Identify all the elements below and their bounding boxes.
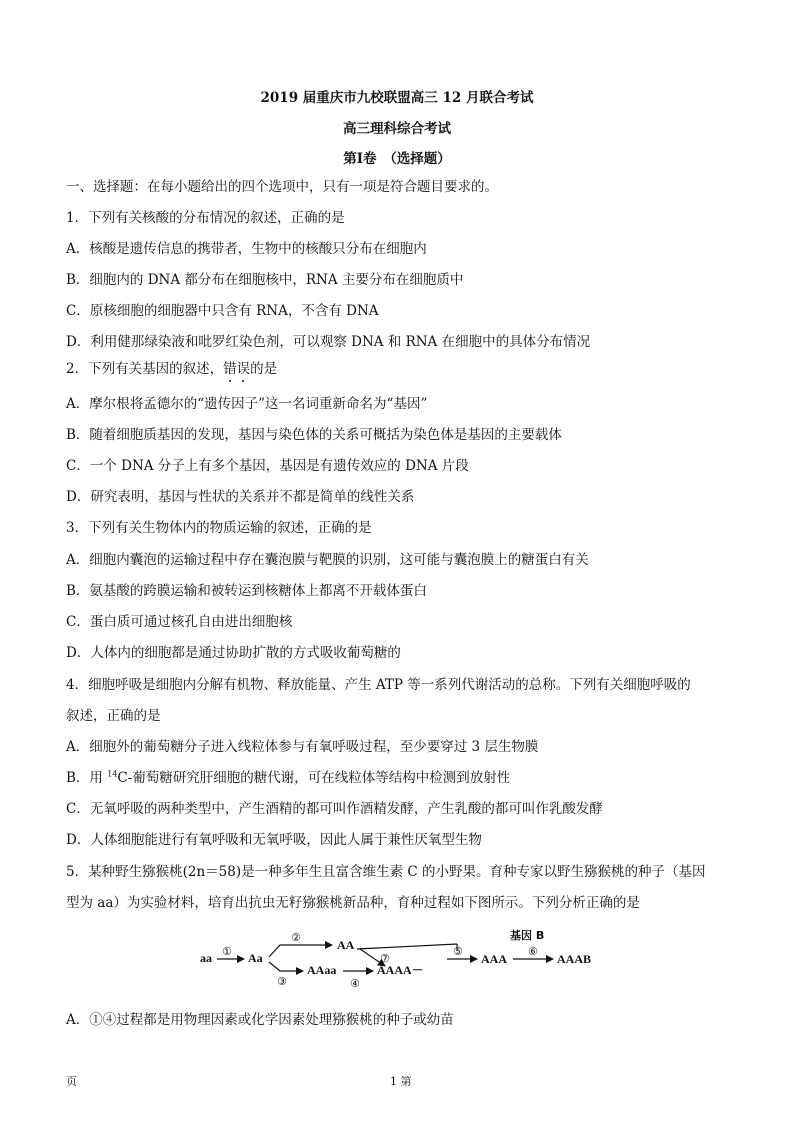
step-5-label: ⑤ (453, 945, 463, 958)
q2-option-a: A．摩尔根将孟德尔的“遗传因子”这一名词重新命名为“基因” (66, 396, 428, 412)
q1-stem: 1．下列有关核酸的分布情况的叙述，正确的是 (66, 210, 345, 226)
q2-stem-pre: 2．下列有关基因的叙述， (66, 361, 224, 377)
q4-option-b-pre: B．用 (66, 770, 108, 786)
q2-emphasis-1: 错 (223, 361, 237, 377)
q3-option-d: D．人体内的细胞都是通过协助扩散的方式吸收葡萄糖的 (66, 645, 401, 661)
q4-option-b-post: C-葡萄糖研究肝细胞的糖代谢，可在线粒体等结构中检测到放射性 (117, 770, 511, 786)
q4-option-b-superscript: 14 (107, 769, 118, 779)
section-heading: 第Ⅰ卷 （选择题） (343, 151, 451, 167)
q5-stem-line2: 型为 aa）为实验材料，培育出抗虫无籽猕猴桃新品种，育种过程如下图所示。下列分析正确的是 (66, 895, 640, 911)
q3-option-a: A．细胞内囊泡的运输过程中存在囊泡膜与靶膜的识别，这可能与囊泡膜上的糖蛋白有关 (66, 552, 589, 568)
genotype-AAAB: AAAB (557, 952, 592, 966)
arrow-step-7-line-a (357, 944, 457, 949)
step-4-label: ④ (350, 977, 360, 990)
exam-subtitle: 高三理科综合考试 (343, 121, 451, 137)
step-3-label: ③ (277, 975, 287, 988)
gene-b-label: 基因 B (510, 929, 545, 942)
exam-title: 2019 届重庆市九校联盟高三 12 月联合考试 (260, 90, 534, 106)
q4-option-b (66, 769, 510, 787)
genotype-AAAA: AAAA－ (377, 963, 424, 977)
footer-page-number: 1 第 (390, 1075, 412, 1088)
q2-option-d: D．研究表明，基因与性状的关系并不都是简单的线性关系 (66, 489, 415, 505)
step-7-label: ⑦ (380, 952, 390, 965)
q1-option-c: C．原核细胞的细胞器中只含有 RNA，不含有 DNA (66, 303, 379, 319)
footer-left: 页 (66, 1075, 77, 1088)
q3-option-c: C．蛋白质可通过核孔自由进出细胞核 (66, 614, 293, 630)
instructions: 一、选择题：在每小题给出的四个选项中，只有一项是符合题目要求的。 (66, 179, 498, 195)
arrow-step-2 (269, 945, 332, 957)
genotype-AAA: AAA (481, 952, 507, 966)
q2-stem (66, 360, 277, 378)
genotype-aa: aa (200, 951, 212, 965)
q1-option-a: A．核酸是遗传信息的携带者，生物中的核酸只分布在细胞内 (66, 241, 427, 257)
breeding-process-diagram (195, 927, 615, 993)
q5-stem-line1: 5．某种野生猕猴桃(2n＝58)是一种多年生且富含维生素 C 的小野果。育种专家以野生猕猴桃的种子（基因 (66, 864, 706, 880)
q4-option-d: D．人体细胞能进行有氧呼吸和无氧呼吸，因此人属于兼性厌氧型生物 (66, 832, 482, 848)
q4-option-a: A．细胞外的葡萄糖分子进入线粒体参与有氧呼吸过程，至少要穿过 3 层生物膜 (66, 739, 539, 755)
q1-option-d: D．利用健那绿染液和吡罗红染色剂，可以观察 DNA 和 RNA 在细胞中的具体分布情况 (66, 334, 591, 350)
q3-stem: 3．下列有关生物体内的物质运输的叙述，正确的是 (66, 520, 372, 536)
q2-emphasis-2: 误 (236, 361, 251, 377)
step-6-label: ⑥ (528, 945, 538, 958)
q1-option-b: B．细胞内的 DNA 都分布在细胞核中，RNA 主要分布在细胞质中 (66, 272, 464, 288)
genotype-AAaa: AAaa (307, 963, 337, 977)
step-2-label: ② (291, 931, 301, 944)
q4-option-c: C．无氧呼吸的两种类型中，产生酒精的都可叫作酒精发酵，产生乳酸的都可叫作乳酸发酵 (66, 801, 603, 817)
q5-option-a: A．①④过程都是用物理因素或化学因素处理猕猴桃的种子或幼苗 (66, 1012, 454, 1028)
q3-option-b: B．氨基酸的跨膜运输和被转运到核糖体上都离不开载体蛋白 (66, 583, 427, 599)
genotype-AA: AA (337, 938, 355, 952)
q4-stem-line1: 4．细胞呼吸是细胞内分解有机物、释放能量、产生 ATP 等一系列代谢活动的总称。下列有关细胞呼吸的 (66, 677, 691, 693)
arrow-step-3 (269, 962, 303, 971)
q4-stem-line2: 叙述，正确的是 (66, 708, 161, 724)
q2-stem-post: 的是 (250, 361, 278, 377)
q2-option-b: B．随着细胞质基因的发现，基因与染色体的关系可概括为染色体是基因的主要载体 (66, 427, 562, 443)
q2-option-c: C．一个 DNA 分子上有多个基因，基因是有遗传效应的 DNA 片段 (66, 458, 469, 474)
genotype-Aa: Aa (248, 951, 263, 965)
step-1-label: ① (222, 945, 232, 958)
